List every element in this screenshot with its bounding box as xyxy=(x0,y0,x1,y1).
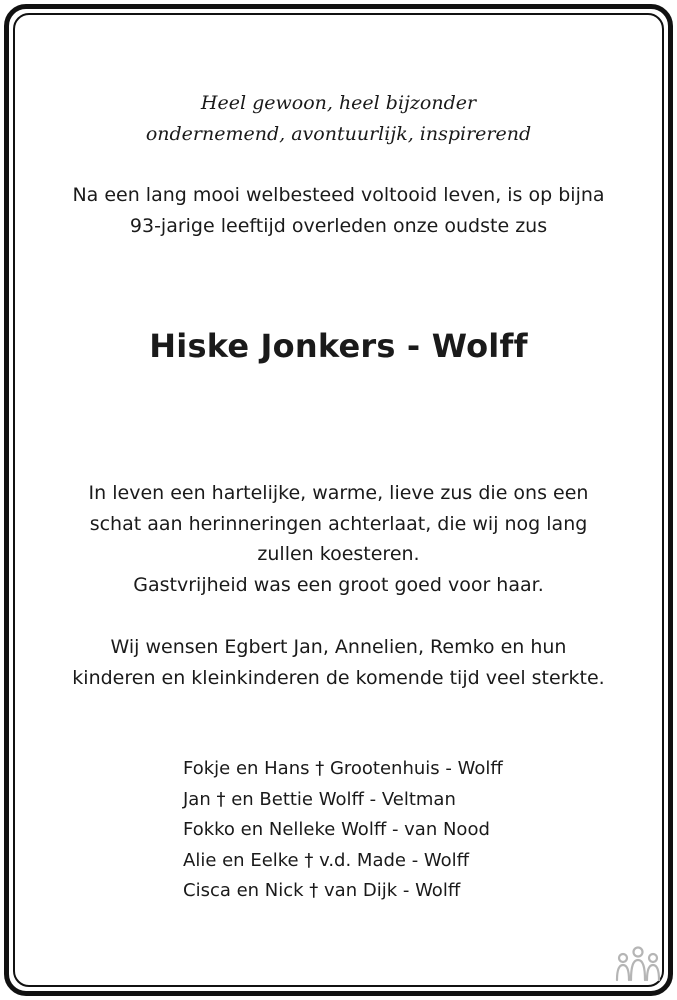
signatory: Fokko en Nelleke Wolff - van Nood xyxy=(183,819,490,840)
signatory: Jan † en Bettie Wolff - Veltman xyxy=(183,788,456,810)
signatory: Fokje en Hans † Grootenhuis - Wolff xyxy=(183,758,503,779)
wish-line-1: Wij wensen Egbert Jan, Annelien, Remko en hun xyxy=(110,636,567,658)
condolence-wish xyxy=(20,632,657,694)
intro-line-2: 93-jarige leeftijd overleden onze oudste zus xyxy=(129,215,548,237)
tribute-text xyxy=(20,478,657,600)
intro-text xyxy=(20,180,657,242)
tribute-line-4: Gastvrijheid was een groot goed voor haar. xyxy=(133,573,544,596)
tribute-line-3: zullen koesteren. xyxy=(257,543,420,565)
signatory: Cisca en Nick † van Dijk - Wolff xyxy=(183,880,461,901)
tribute-line-1: In leven een hartelijke, warme, lieve zus die ons een xyxy=(88,482,589,504)
family-figures-icon xyxy=(614,944,662,986)
tribute-line-2: schat aan herinneringen achterlaat, die wij nog lang xyxy=(89,512,588,535)
signatory: Alie en Eelke † v.d. Made - Wolff xyxy=(183,849,470,871)
wish-line-2: kinderen en kleinkinderen de komende tijd veel sterkte. xyxy=(72,667,605,689)
intro-line-1: Na een lang mooi welbesteed voltooid leven, is op bijna xyxy=(72,184,605,206)
motto-line-2: ondernemend, avontuurlijk, inspirerend xyxy=(145,123,532,145)
signatories-list xyxy=(183,754,503,907)
deceased-name: Hiske Jonkers - Wolff xyxy=(149,327,528,365)
motto xyxy=(20,88,657,150)
motto-line-1: Heel gewoon, heel bijzonder xyxy=(200,92,477,114)
